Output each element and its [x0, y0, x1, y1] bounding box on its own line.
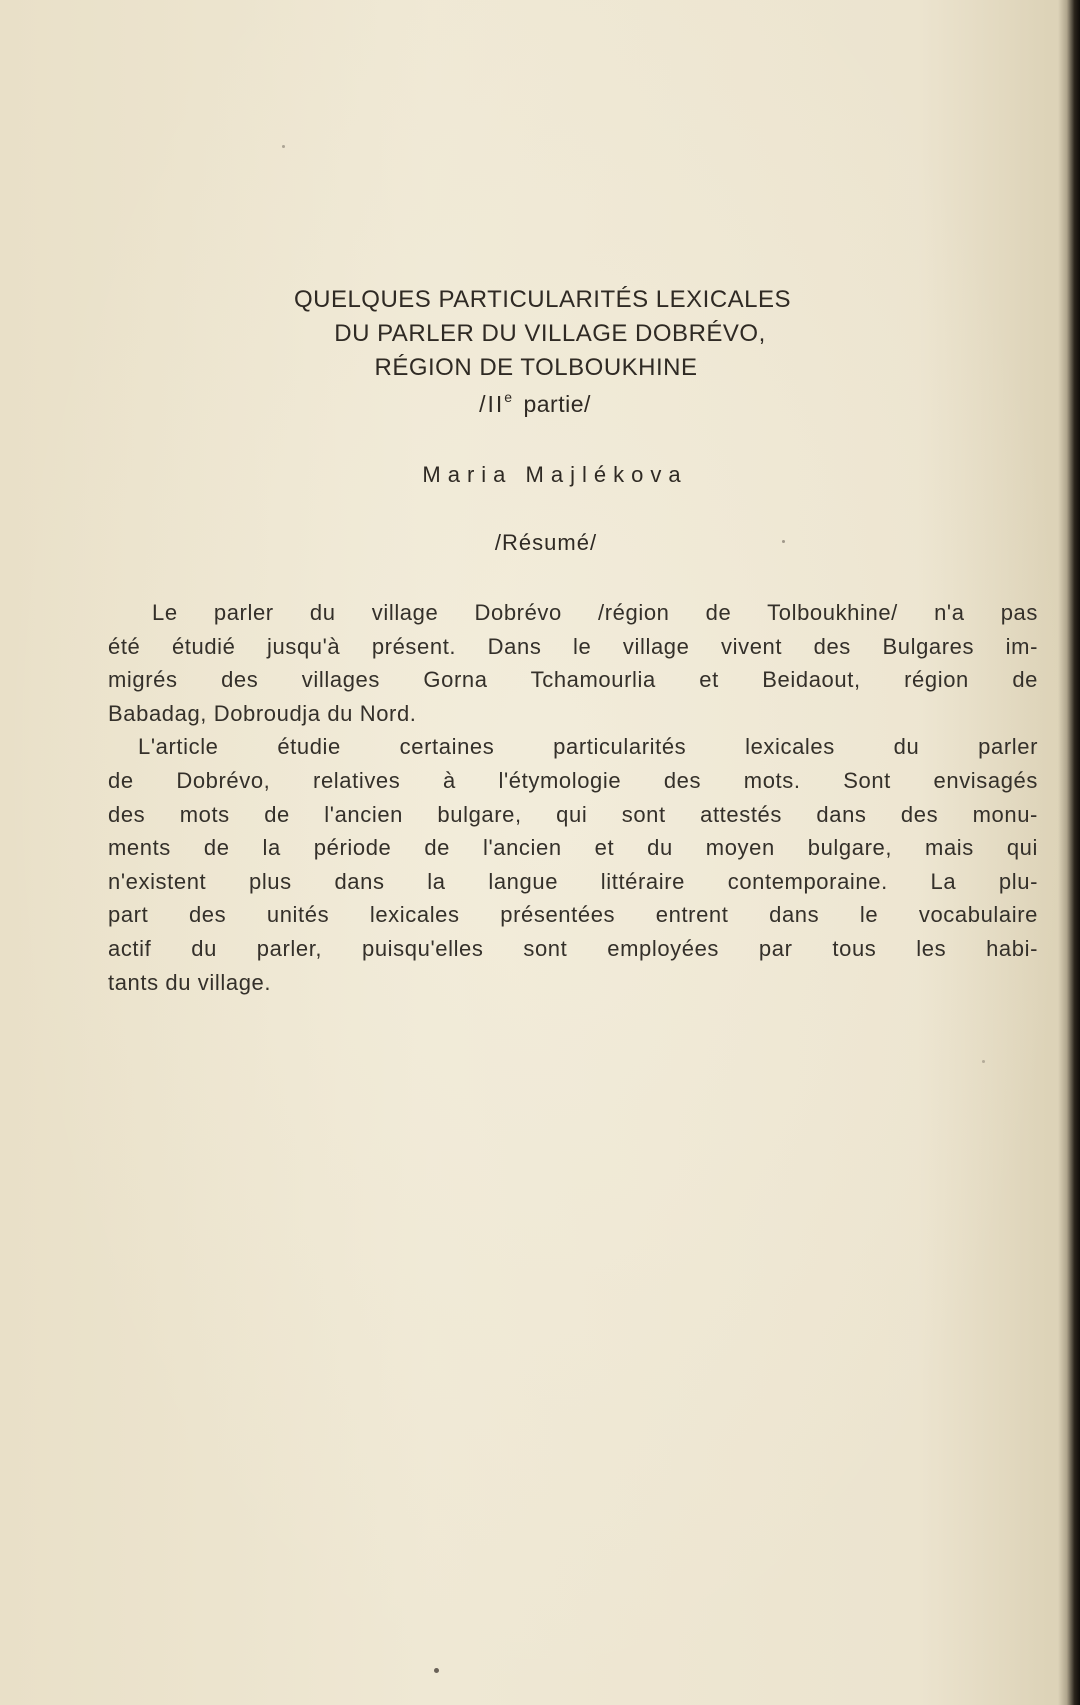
title-line-1: QUELQUES PARTICULARITÉS LEXICALES: [293, 286, 792, 313]
paper-speck: [434, 1668, 439, 1673]
title-part-line: [0, 387, 1080, 424]
paragraph-2-line: de Dobrévo, relatives à l'étymologie des mots. Sont envisagés: [108, 767, 1038, 793]
paper-speck: [782, 540, 785, 543]
part-label: partie/: [523, 391, 591, 417]
paragraph-2-line: tants du village.: [108, 969, 272, 995]
paragraph-2-line: part des unités lexicales présentées entrent dans le vocabulaire: [108, 902, 1038, 928]
paper-speck: [982, 1060, 985, 1063]
binding-shadow: [1058, 0, 1080, 1705]
article-title: [0, 283, 1080, 424]
resume-body: [108, 596, 1038, 999]
paragraph-1-line: été étudié jusqu'à présent. Dans le village vivent des Bulgares im-: [108, 633, 1038, 659]
paragraph-1-line: Babadag, Dobroudja du Nord.: [108, 700, 417, 726]
paragraph-1-line: migrés des villages Gorna Tchamourlia et Beidaout, région de: [108, 667, 1038, 693]
resume-heading: /Résumé/: [494, 530, 598, 555]
part-superscript: e: [504, 389, 513, 405]
paragraph-2-line: L'article étudie certaines particularités lexicales du parler: [138, 734, 1038, 760]
author-name: Maria Majlékova: [422, 462, 688, 487]
paragraph-2-line: des mots de l'ancien bulgare, qui sont attestés dans des monu-: [108, 801, 1038, 827]
paragraph-1-line: Le parler du village Dobrévo /région de Tolboukhine/ n'a pas: [152, 600, 1038, 625]
paper-speck: [282, 145, 285, 148]
paragraph-2-line: actif du parler, puisqu'elles sont employées par tous les habi-: [108, 935, 1038, 961]
paragraph-2-line: n'existent plus dans la langue littéraire contemporaine. La plu-: [108, 868, 1038, 894]
paragraph-2-line: ments de la période de l'ancien et du moyen bulgare, mais qui: [108, 835, 1038, 861]
title-line-3: RÉGION DE TOLBOUKHINE: [374, 354, 698, 381]
title-line-2: DU PARLER DU VILLAGE DOBRÉVO,: [334, 320, 766, 347]
part-number: /II: [479, 391, 505, 417]
